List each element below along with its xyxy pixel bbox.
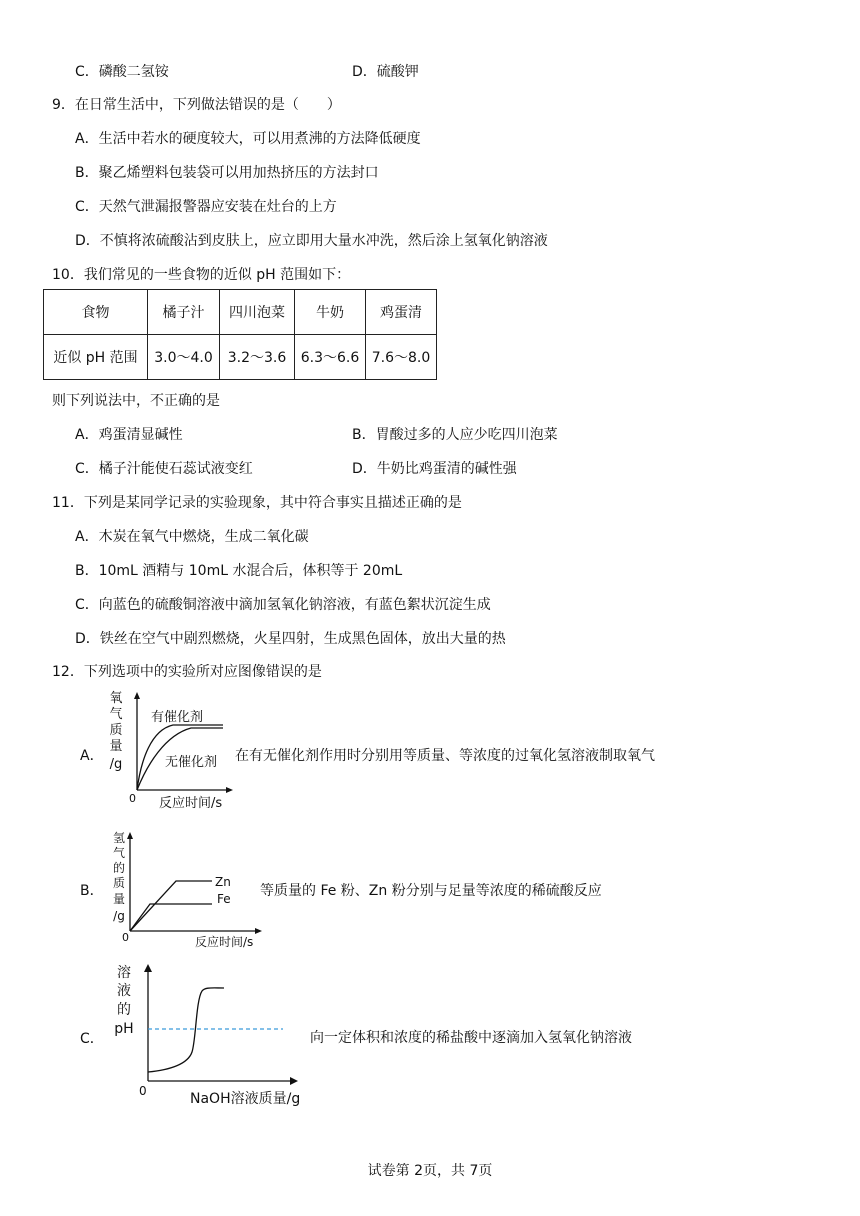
graph-b-origin: 0 [122,931,129,944]
graph-b-curve1-label: Zn [215,875,231,889]
graph-b-ylabel: 量 [112,892,126,906]
graph-c-xlabel: NaOH溶液质量/g [190,1091,301,1107]
graph-a-curve1-label: 有催化剂 [151,710,204,725]
ph-table-cell: 3.0～4.0 [148,335,220,380]
q8-option-d: D．硫酸钾 [352,64,419,80]
ph-table-cell: 橘子汁 [148,290,220,335]
graph-a-curve2-label: 无催化剂 [165,755,218,770]
q11-option-a: A．木炭在氧气中燃烧，生成二氧化碳 [75,529,309,545]
q12-option-b-label: B． [80,883,104,899]
graph-a [105,690,235,812]
graph-c-y-arrow [144,964,152,972]
q12-option-a-label: A． [80,748,104,764]
graph-b-ylabel: 质 [112,876,126,890]
q11-option-b: B．10mL 酒精与 10mL 水混合后，体积等于 20mL [75,563,403,579]
q12-option-c-desc: 向一定体积和浓度的稀盐酸中逐滴加入氢氧化钠溶液 [310,1030,632,1046]
q12-stem: 12．下列选项中的实验所对应图像错误的是 [52,664,322,680]
q11-stem: 11．下列是某同学记录的实验现象，其中符合事实且描述正确的是 [52,495,462,511]
q9-option-d: D．不慎将浓硫酸沾到皮肤上，应立即用大量水冲洗，然后涂上氢氧化钠溶液 [75,233,548,249]
graph-b-line-zn [130,881,212,931]
graph-a-xlabel: 反应时间/s [159,796,223,811]
graph-c-ylabel: 的 [117,1002,131,1018]
graph-c-ylabel: pH [114,1021,134,1037]
ph-table-cell: 6.3～6.6 [295,335,366,380]
graph-c [108,960,313,1110]
graph-b-ylabel: 的 [112,861,126,875]
ph-table-cell: 食物 [44,290,148,335]
ph-table-cell: 3.2～3.6 [220,335,295,380]
graph-b-x-arrow [255,928,262,934]
graph-a-y-arrow [134,692,140,699]
graph-b-ylabel: 氢 [112,831,126,845]
graph-b-curve2-label: Fe [217,892,231,906]
ph-table-cell: 四川泡菜 [220,290,295,335]
ph-table-header-row [44,290,437,335]
q9-option-c: C．天然气泄漏报警器应安装在灶台的上方 [75,199,337,215]
q8-option-c: C．磷酸二氢铵 [75,64,169,80]
q12-option-b-desc: 等质量的 Fe 粉、Zn 粉分别与足量等浓度的稀硫酸反应 [260,883,602,899]
q10-option-c: C．橘子汁能使石蕊试液变红 [75,461,253,477]
graph-c-ylabel: 液 [117,983,131,999]
ph-table-cell: 鸡蛋清 [366,290,437,335]
graph-a-ylabel: 气 [109,707,123,722]
graph-b-xlabel: 反应时间/s [195,935,254,949]
graph-b-ylabel: 气 [112,846,126,860]
graph-a-ylabel: /g [109,757,123,772]
q11-option-d: D．铁丝在空气中剧烈燃烧，火星四射，生成黑色固体，放出大量的热 [75,631,506,647]
q9-stem: 9．在日常生活中，下列做法错误的是（ ） [52,97,341,113]
q10-option-d: D．牛奶比鸡蛋清的碱性强 [352,461,517,477]
graph-c-origin: 0 [139,1084,147,1098]
ph-table [43,289,437,380]
graph-a-ylabel: 质 [109,723,123,738]
ph-table-cell: 近似 pH 范围 [44,335,148,380]
q12-option-c-label: C． [80,1031,104,1047]
q10-option-b: B．胃酸过多的人应少吃四川泡菜 [352,427,558,443]
graph-b-ylabel: /g [113,909,125,923]
graph-a-x-arrow [226,787,233,793]
ph-table-value-row [44,335,437,380]
page-footer: 试卷第 2页，共 7页 [367,1163,493,1179]
q10-option-a: A．鸡蛋清显碱性 [75,427,183,443]
q9-option-b: B．聚乙烯塑料包装袋可以用加热挤压的方法封口 [75,165,379,181]
graph-a-origin: 0 [129,792,136,805]
q10-prompt: 则下列说法中，不正确的是 [52,393,220,409]
graph-b-y-arrow [127,832,133,839]
ph-table-cell: 牛奶 [295,290,366,335]
graph-c-x-arrow [290,1077,298,1085]
graph-c-ph-curve [148,988,224,1072]
q10-stem: 10．我们常见的一些食物的近似 pH 范围如下： [52,267,351,283]
graph-b [108,828,268,950]
graph-a-ylabel: 量 [109,739,123,754]
graph-a-ylabel: 氧 [109,691,123,706]
q12-option-a-desc: 在有无催化剂作用时分别用等质量、等浓度的过氧化氢溶液制取氧气 [235,748,655,764]
q11-option-c: C．向蓝色的硫酸铜溶液中滴加氢氧化钠溶液，有蓝色絮状沉淀生成 [75,597,491,613]
q9-option-a: A．生活中若水的硬度较大，可以用煮沸的方法降低硬度 [75,131,421,147]
graph-c-ylabel: 溶 [117,965,131,981]
ph-table-cell: 7.6～8.0 [366,335,437,380]
